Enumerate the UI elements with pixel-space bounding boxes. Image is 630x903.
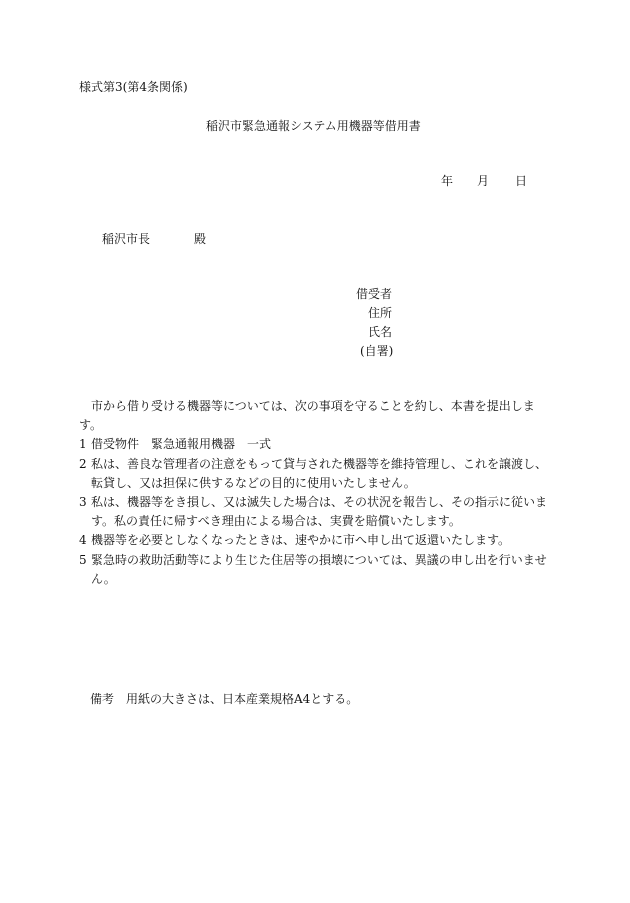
addressee [102, 231, 206, 248]
list-item [79, 531, 549, 550]
borrower-block [356, 285, 393, 361]
list-item [79, 435, 549, 454]
remark-note: 備考 用紙の大きさは、日本産業規格A4とする。 [90, 692, 359, 706]
borrower-address-label: 住所 [368, 306, 393, 320]
item-number: 5 [79, 552, 87, 567]
item-text: 私は、善良な管理者の注意をもって貸与された機器等を維持管理し、これを譲渡し、転貸し、又は担保に供するなどの目的に使用いたしません。 [91, 456, 548, 490]
form-number: 様式第3(第4条関係) [79, 80, 188, 94]
item-number: 2 [79, 456, 87, 471]
date-day-label: 日 [515, 174, 528, 188]
list-item [79, 551, 549, 589]
borrower-name-label: 氏名 [368, 325, 393, 339]
document-title: 稲沢市緊急通報システム用機器等借用書 [206, 119, 421, 133]
date-line [441, 173, 527, 190]
list-item [79, 493, 549, 531]
date-month-label: 月 [477, 174, 490, 188]
intro-paragraph: 市から借り受ける機器等については、次の事項を守ることを約し、本書を提出します。 [79, 399, 535, 433]
borrower-label: 借受者 [356, 287, 393, 301]
item-text: 私は、機器等をき損し、又は滅失した場合は、その状況を報告し、その指示に従います。私の責任に帰すべき理由による場合は、実費を賠償いたします。 [91, 495, 548, 529]
terms-body [79, 397, 549, 589]
item-text: 借受物件 緊急通報用機器 一式 [91, 437, 272, 452]
item-number: 4 [79, 533, 87, 548]
item-text: 緊急時の救助活動等により生じた住居等の損壊については、異議の申し出を行いません。 [91, 552, 547, 586]
addressee-honorific: 殿 [194, 232, 207, 246]
list-item [79, 455, 549, 493]
item-number: 3 [79, 495, 87, 510]
addressee-name: 稲沢市長 [102, 232, 151, 246]
date-year-label: 年 [441, 174, 454, 188]
item-text: 機器等を必要としなくなったときは、速やかに市へ申し出て返還いたします。 [91, 533, 511, 548]
item-number: 1 [79, 437, 87, 452]
borrower-signature-label: (自署) [360, 344, 394, 358]
